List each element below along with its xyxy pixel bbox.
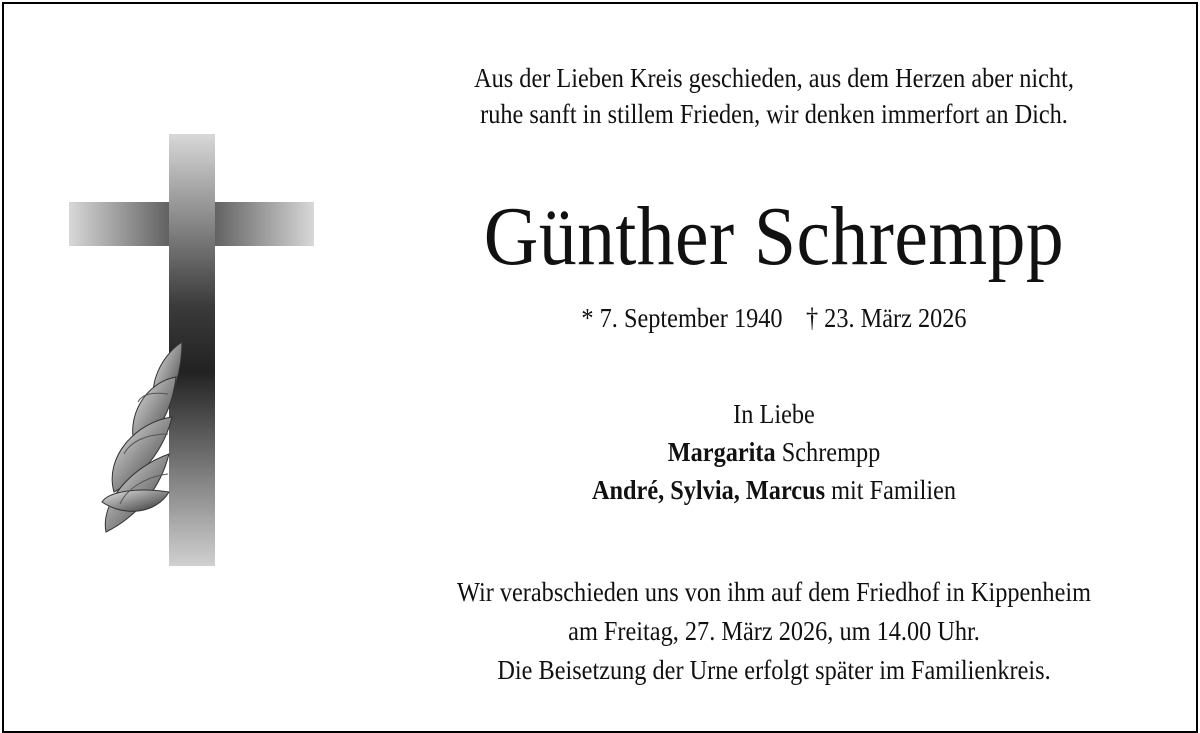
birth-date: * 7. September 1940 bbox=[581, 303, 783, 333]
motto-line: Aus der Lieben Kreis geschieden, aus dem Herzen aber nicht, bbox=[474, 63, 1074, 93]
motto-verse bbox=[414, 60, 1134, 132]
life-dates bbox=[414, 300, 1134, 336]
children-line bbox=[414, 471, 1134, 509]
funeral-line: Die Beisetzung der Urne erfolgt später im Familienkreis. bbox=[497, 655, 1051, 685]
mourners-block bbox=[414, 395, 1134, 509]
spouse-last-name: Schrempp bbox=[781, 437, 881, 467]
spouse-first-name: Margarita bbox=[667, 437, 776, 467]
mourners-intro: In Liebe bbox=[733, 399, 815, 429]
cross-with-leaves-icon bbox=[64, 132, 324, 572]
motto-line: ruhe sanft in stillem Frieden, wir denken immerfort an Dich. bbox=[480, 99, 1068, 129]
children-names: André, Sylvia, Marcus bbox=[591, 475, 826, 505]
funeral-notice bbox=[414, 573, 1134, 690]
funeral-line: am Freitag, 27. März 2026, um 14.00 Uhr. bbox=[568, 616, 980, 646]
children-suffix: mit Familien bbox=[831, 475, 957, 505]
death-date: † 23. März 2026 bbox=[805, 303, 967, 333]
deceased-name: Günther Schrempp bbox=[483, 190, 1065, 283]
funeral-line: Wir verabschieden uns von ihm auf dem Friedhof in Kippenheim bbox=[456, 577, 1092, 607]
spouse-line bbox=[414, 433, 1134, 471]
obituary-card bbox=[2, 2, 1198, 733]
